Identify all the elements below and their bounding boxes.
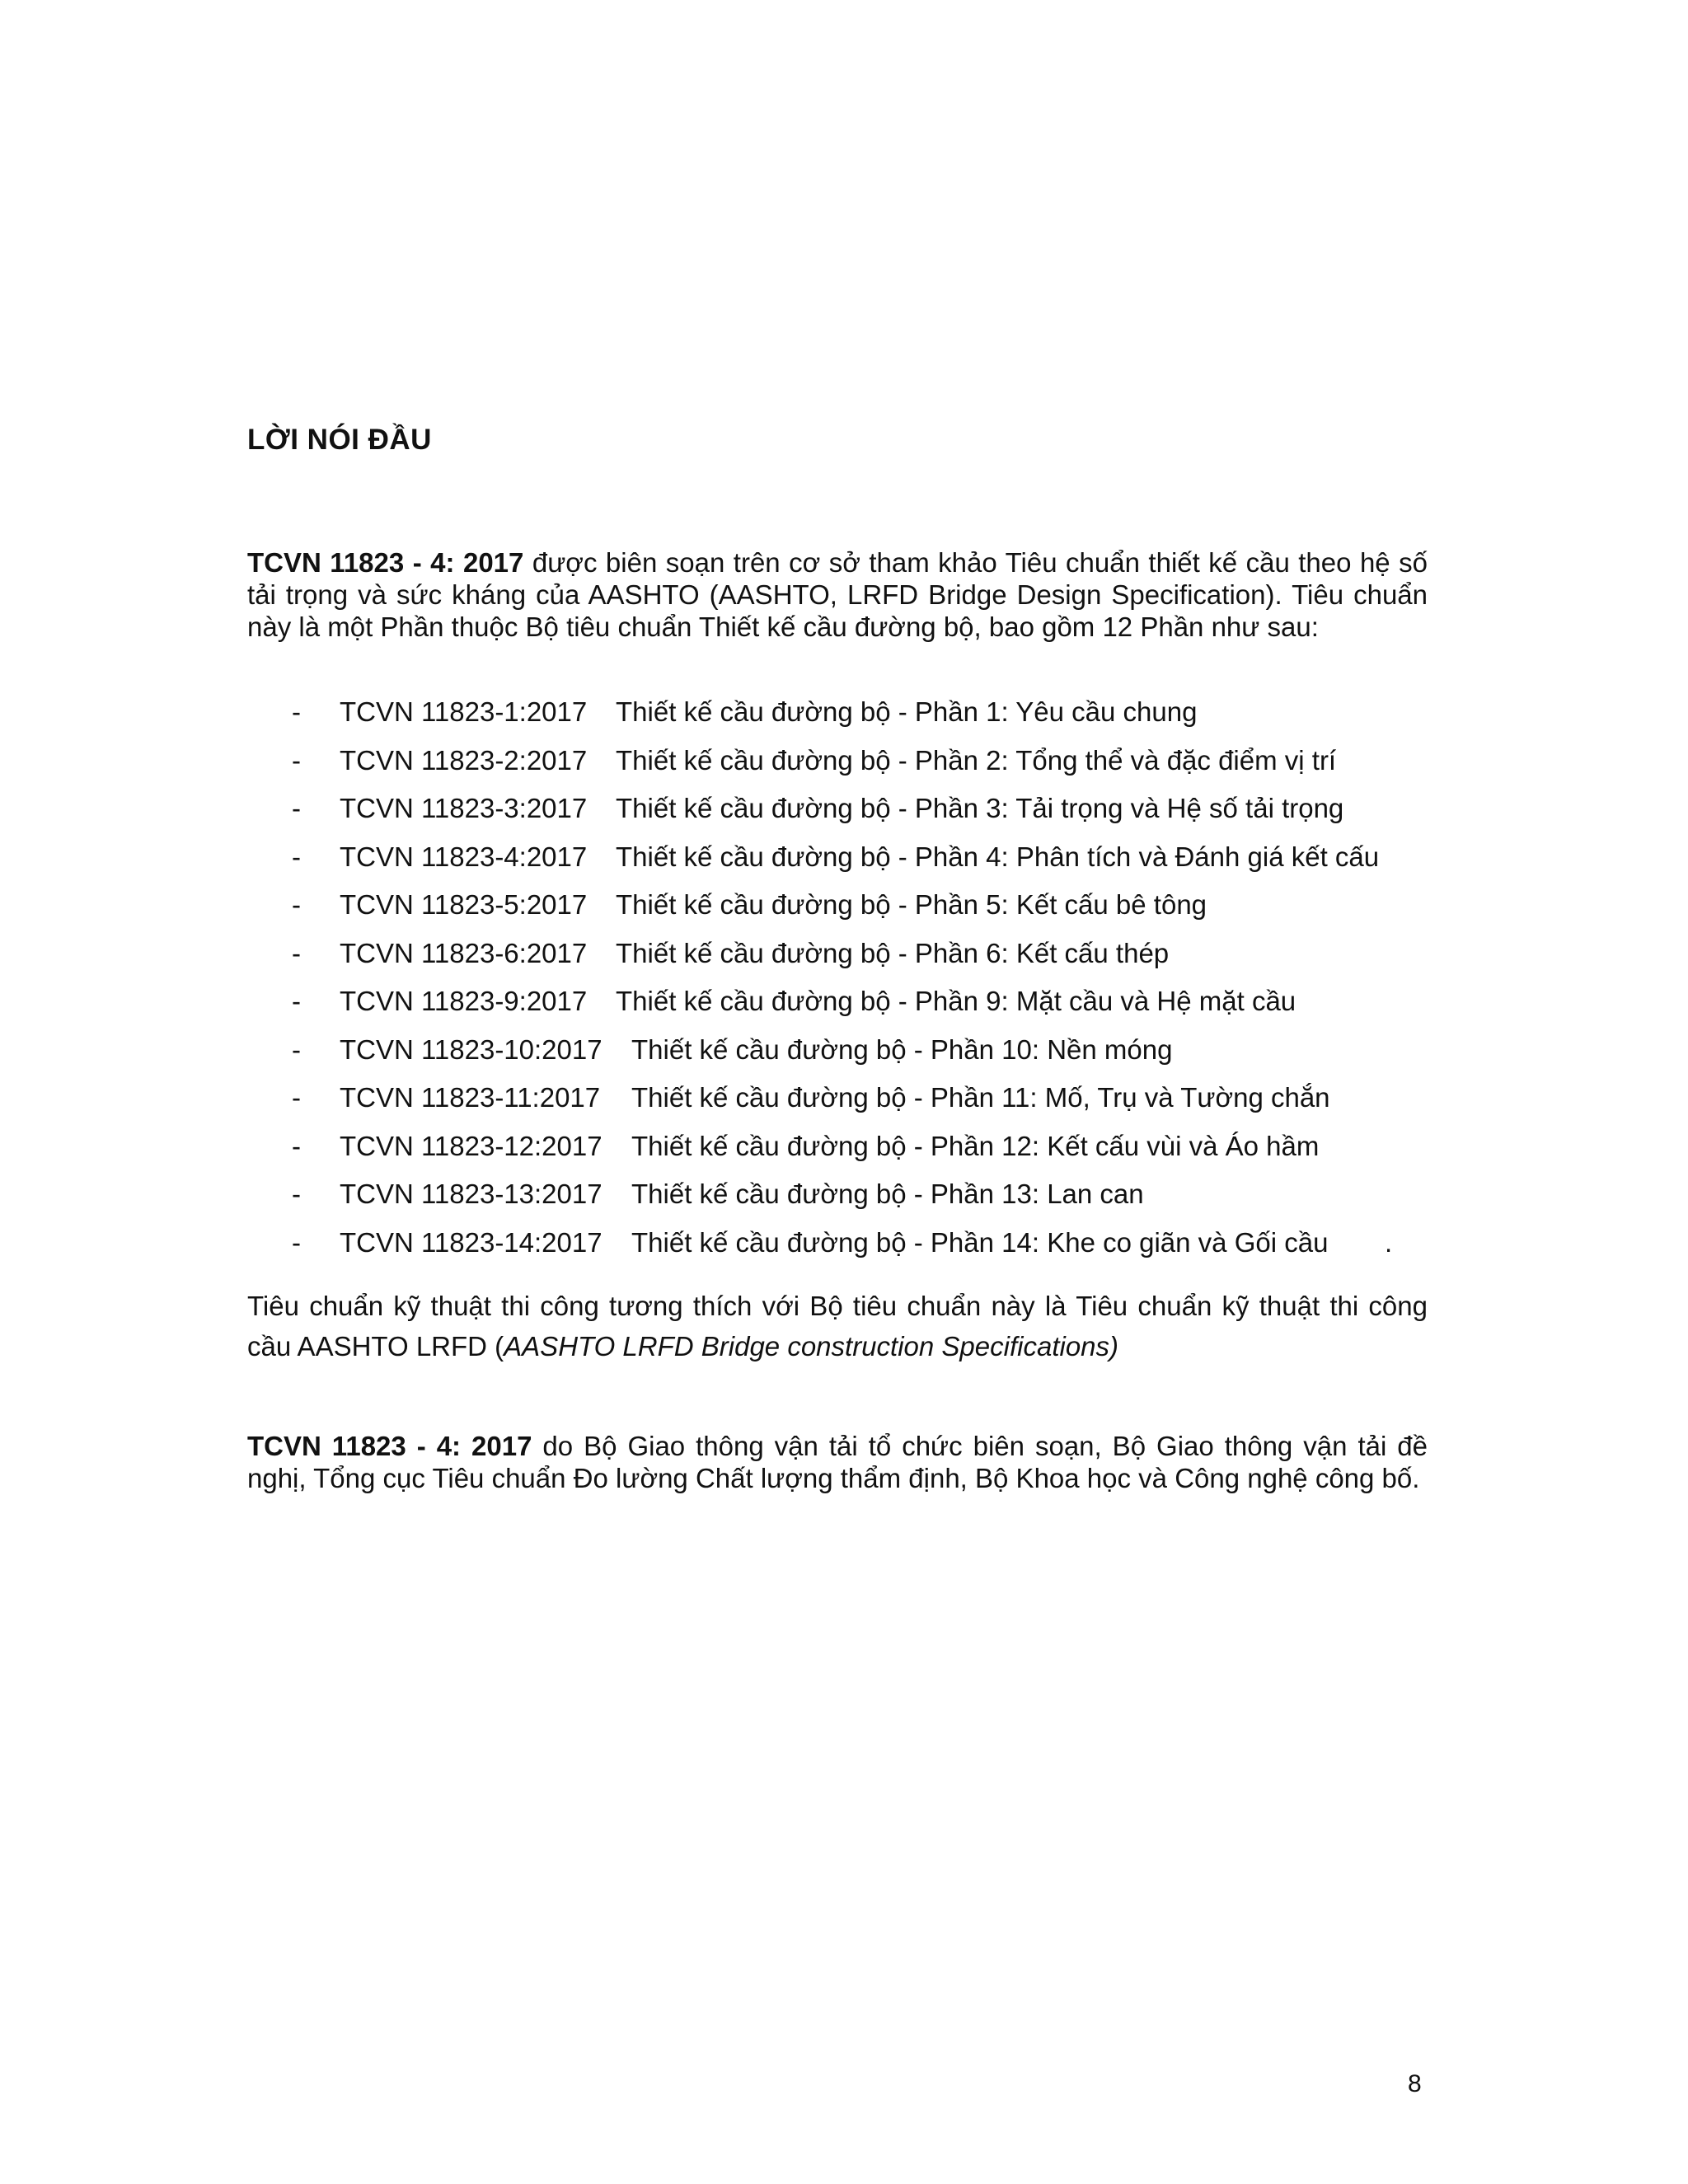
- list-bullet: -: [292, 793, 301, 823]
- intro-text: được biên soạn trên cơ sở tham khảo Tiêu chuẩn thiết kế cầu theo hệ số tải trọng và sức kháng của AASHTO (AASHTO, LRFD Bridge Design Specification). Tiêu chuẩn này là một Phần thuộc Bộ tiêu chuẩn Thiết kế cầu đường bộ, bao gồm 12 Phần như sau:: [247, 547, 1428, 642]
- part-code: TCVN 11823-1:2017: [340, 696, 588, 727]
- part-code: TCVN 11823-4:2017: [340, 841, 588, 872]
- list-item: [247, 790, 1451, 838]
- list-bullet: -: [292, 744, 301, 776]
- part-code: TCVN 11823-14:2017: [340, 1226, 603, 1258]
- list-item: [247, 742, 1451, 790]
- list-bullet: -: [292, 1033, 301, 1065]
- compat-text: Tiêu chuẩn kỹ thuật thi công tương thích với Bộ tiêu chuẩn này là Tiêu chuẩn kỹ thuật thi công cầu AASHTO LRFD (: [247, 1291, 1428, 1361]
- part-title: Thiết kế cầu đường bộ - Phần 10: Nền móng: [631, 1033, 1173, 1065]
- list-bullet: -: [292, 986, 301, 1016]
- list-item: [247, 886, 1451, 935]
- part-title: Thiết kế cầu đường bộ - Phần 5: Kết cấu bê tông: [616, 889, 1207, 920]
- parts-list: [247, 693, 1451, 1272]
- part-title: Thiết kế cầu đường bộ - Phần 6: Kết cấu thép: [616, 937, 1170, 968]
- part-code: TCVN 11823-6:2017: [340, 937, 588, 968]
- part-title: Thiết kế cầu đường bộ - Phần 4: Phân tích và Đánh giá kết cấu: [616, 841, 1380, 872]
- list-bullet: -: [292, 1082, 301, 1113]
- list-item: [247, 1224, 1451, 1272]
- list-bullet: -: [292, 1130, 301, 1161]
- list-item: [247, 838, 1451, 887]
- part-title: Thiết kế cầu đường bộ - Phần 14: Khe co giãn và Gối cầu: [631, 1226, 1329, 1258]
- part-code: TCVN 11823-9:2017: [340, 986, 588, 1016]
- list-item: [247, 1031, 1451, 1080]
- intro-paragraph: [247, 546, 1428, 643]
- list-item: [247, 935, 1451, 983]
- list-bullet: -: [292, 889, 301, 920]
- list-item: [247, 982, 1451, 1031]
- list-item: [247, 1127, 1451, 1176]
- list-bullet: -: [292, 696, 301, 727]
- part-title: Thiết kế cầu đường bộ - Phần 3: Tải trọng và Hệ số tải trọng: [616, 793, 1344, 823]
- part-code: TCVN 11823-2:2017: [340, 744, 588, 776]
- list-bullet: -: [292, 1226, 301, 1258]
- part-code: TCVN 11823-3:2017: [340, 793, 588, 823]
- page-title: LỜI NÓI ĐẦU: [247, 424, 432, 456]
- part-title: Thiết kế cầu đường bộ - Phần 1: Yêu cầu chung: [616, 696, 1198, 727]
- standard-reference: TCVN 11823 - 4: 2017: [247, 547, 524, 578]
- standard-reference: TCVN 11823 - 4: 2017: [247, 1431, 532, 1461]
- trailing-period: .: [1385, 1226, 1393, 1258]
- organization-text: do Bộ Giao thông vận tải tổ chức biên soạn, Bộ Giao thông vận tải đề nghị, Tổng cục Tiêu chuẩn Đo lường Chất lượng thẩm định, Bộ Khoa học và Công nghệ công bố.: [247, 1431, 1428, 1493]
- part-code: TCVN 11823-5:2017: [340, 889, 588, 920]
- list-item: [247, 1079, 1451, 1127]
- list-item: [247, 693, 1451, 742]
- part-title: Thiết kế cầu đường bộ - Phần 12: Kết cấu vùi và Áo hầm: [631, 1130, 1320, 1161]
- compatibility-paragraph: [247, 1286, 1428, 1366]
- part-title: Thiết kế cầu đường bộ - Phần 2: Tổng thể và đặc điểm vị trí: [616, 744, 1337, 776]
- list-bullet: -: [292, 841, 301, 872]
- part-title: Thiết kế cầu đường bộ - Phần 11: Mố, Trụ và Tường chắn: [631, 1082, 1330, 1113]
- part-title: Thiết kế cầu đường bộ - Phần 13: Lan can: [631, 1179, 1144, 1209]
- part-code: TCVN 11823-12:2017: [340, 1130, 603, 1161]
- part-code: TCVN 11823-11:2017: [340, 1082, 601, 1113]
- part-code: TCVN 11823-13:2017: [340, 1179, 603, 1209]
- list-bullet: -: [292, 937, 301, 968]
- list-bullet: -: [292, 1179, 301, 1209]
- part-title: Thiết kế cầu đường bộ - Phần 9: Mặt cầu và Hệ mặt cầu: [616, 986, 1296, 1016]
- organization-paragraph: [247, 1430, 1428, 1494]
- list-item: [247, 1175, 1451, 1224]
- compat-italic-title: AASHTO LRFD Bridge construction Specifications): [504, 1331, 1119, 1361]
- part-code: TCVN 11823-10:2017: [340, 1033, 603, 1065]
- page-number: 8: [1408, 2070, 1422, 2097]
